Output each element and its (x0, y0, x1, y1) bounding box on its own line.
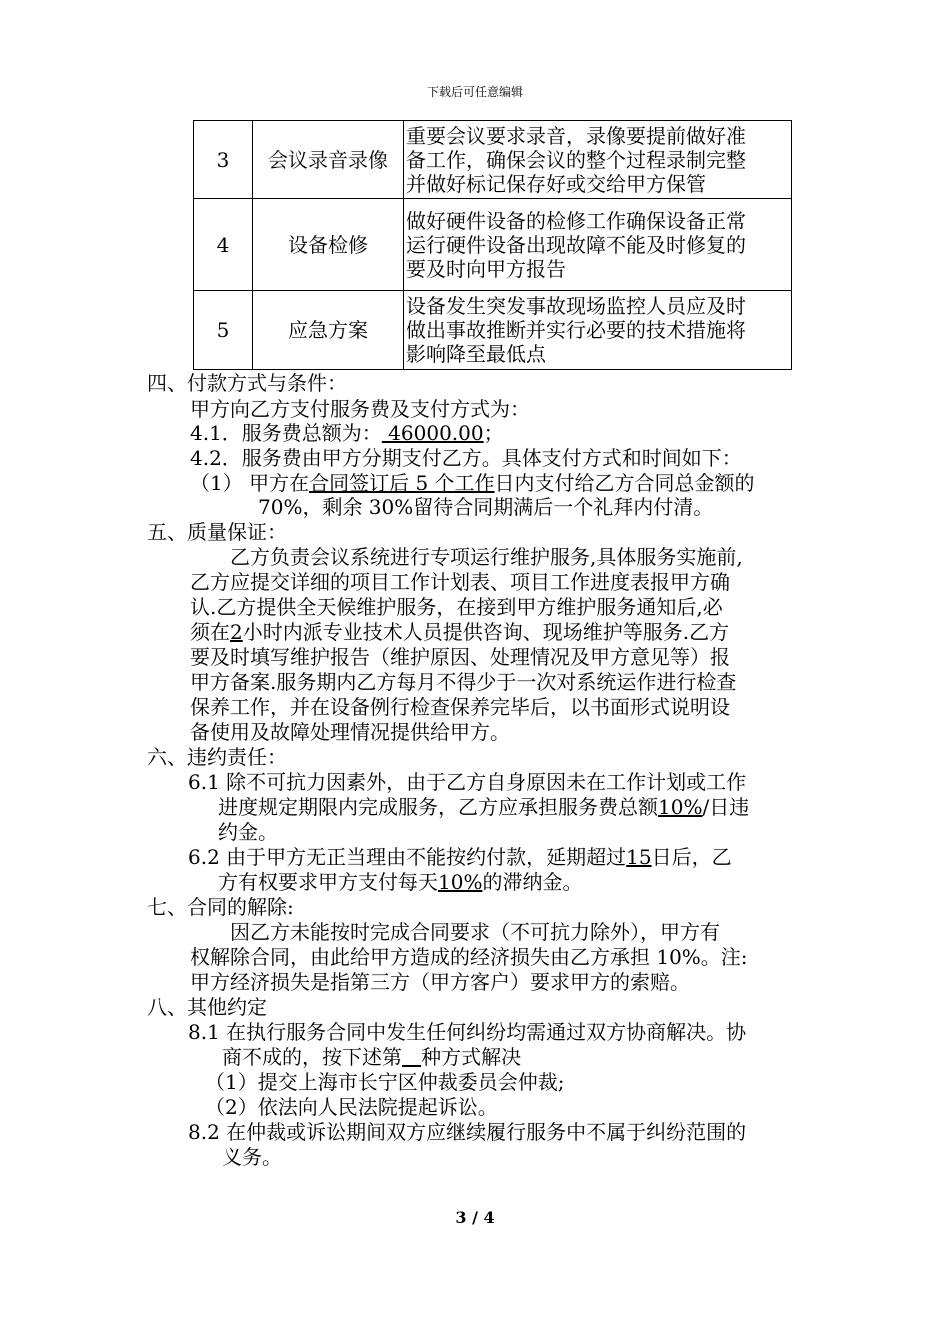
row-description: 设备发生突发事故现场监控人员应及时 做出事故推断并实行必要的技术措施将 影响降至最低点 (404, 291, 792, 370)
row-number: 3 (194, 121, 253, 199)
service-table (193, 120, 792, 370)
section-5-text: 须在2小时内派专业技术人员提供咨询、现场维护等服务.乙方 (190, 620, 730, 644)
clause-6-2-cont: 方有权要求甲方支付每天10%的滞纳金。 (218, 870, 583, 894)
clause-4-2: 4.2．服务费由甲方分期支付乙方。具体支付方式和时间如下： (190, 446, 742, 470)
section-7-title: 七、合同的解除: (147, 895, 294, 919)
section-5-text: 甲方备案.服务期内乙方每月不得少于一次对系统运作进行检查 (190, 670, 737, 694)
section-5-text: 保养工作，并在设备例行检查保养完毕后，以书面形式说明设 (190, 695, 730, 719)
section-5-text: 乙方应提交详细的项目工作计划表、项目工作进度表报甲方确 (190, 570, 730, 594)
clause-8-1-cont: 商不成的，按下述第 种方式解决 (222, 1045, 522, 1069)
section-4-title: 四、付款方式与条件： (147, 371, 347, 395)
section-5-text: 乙方负责会议系统进行专项运行维护服务,具体服务实施前, (230, 545, 743, 569)
page-header-note: 下载后可任意编辑 (426, 85, 523, 99)
row-number: 5 (194, 291, 253, 370)
page-number: 3 / 4 (455, 1208, 495, 1227)
section-5-title: 五、质量保证： (147, 520, 287, 544)
row-number: 4 (194, 199, 253, 291)
section-5-text: 认.乙方提供全天候维护服务，在接到甲方维护服务通知后,必 (190, 595, 723, 619)
table-row (194, 199, 792, 291)
clause-8-2: 8.2 在仲裁或诉讼期间双方应继续履行服务中不属于纠纷范围的 (188, 1120, 747, 1144)
option-2: （2）依法向人民法院提起诉讼。 (205, 1095, 498, 1119)
clause-6-1: 6.1 除不可抗力因素外，由于乙方自身原因未在工作计划或工作 (188, 770, 747, 794)
clause-4-1: 4.1．服务费总额为： 46000.00； (190, 421, 504, 445)
section-8-title: 八、其他约定 (147, 995, 267, 1019)
option-1: （1）提交上海市长宁区仲裁委员会仲裁; (205, 1070, 565, 1094)
row-item: 设备检修 (253, 199, 404, 291)
section-7-text: 甲方经济损失是指第三方（甲方客户）要求甲方的索赔。 (190, 970, 690, 994)
clause-6-2: 6.2 由于甲方无正当理由不能按约付款，延期超过15日后，乙 (188, 845, 732, 869)
section-4-text: 甲方向乙方支付服务费及支付方式为： (190, 397, 530, 421)
row-description: 做好硬件设备的检修工作确保设备正常 运行硬件设备出现故障不能及时修复的 要及时向甲方报告 (404, 199, 792, 291)
total-fee-amount: 46000.00 (381, 421, 484, 445)
row-description: 重要会议要求录音，录像要提前做好准 备工作，确保会议的整个过程录制完整 并做好标记保存好或交给甲方保管 (404, 121, 792, 199)
section-5-text: 要及时填写维护报告（维护原因、处理情况及甲方意见等）报 (190, 645, 730, 669)
clause-6-1-cont: 约金。 (218, 820, 278, 844)
payment-item-1: （1） 甲方在合同签订后 5 个工作日内支付给乙方合同总金额的 (190, 471, 755, 495)
payment-item-1-cont: 70%，剩余 30%留待合同期满后一个礼拜内付清。 (258, 495, 714, 519)
clause-6-1-cont: 进度规定期限内完成服务，乙方应承担服务费总额10%/日违 (218, 795, 750, 819)
row-item: 应急方案 (253, 291, 404, 370)
section-7-text: 权解除合同，由此给甲方造成的经济损失由乙方承担 10%。注: (190, 945, 748, 969)
clause-8-2-cont: 义务。 (222, 1145, 282, 1169)
clause-8-1: 8.1 在执行服务合同中发生任何纠纷均需通过双方协商解决。协 (188, 1020, 747, 1044)
section-6-title: 六、违约责任： (147, 745, 287, 769)
section-5-text: 备使用及故障处理情况提供给甲方。 (190, 720, 510, 744)
table-row (194, 121, 792, 199)
table-row (194, 291, 792, 370)
row-item: 会议录音录像 (253, 121, 404, 199)
section-7-text: 因乙方未能按时完成合同要求（不可抗力除外），甲方有 (230, 920, 720, 944)
